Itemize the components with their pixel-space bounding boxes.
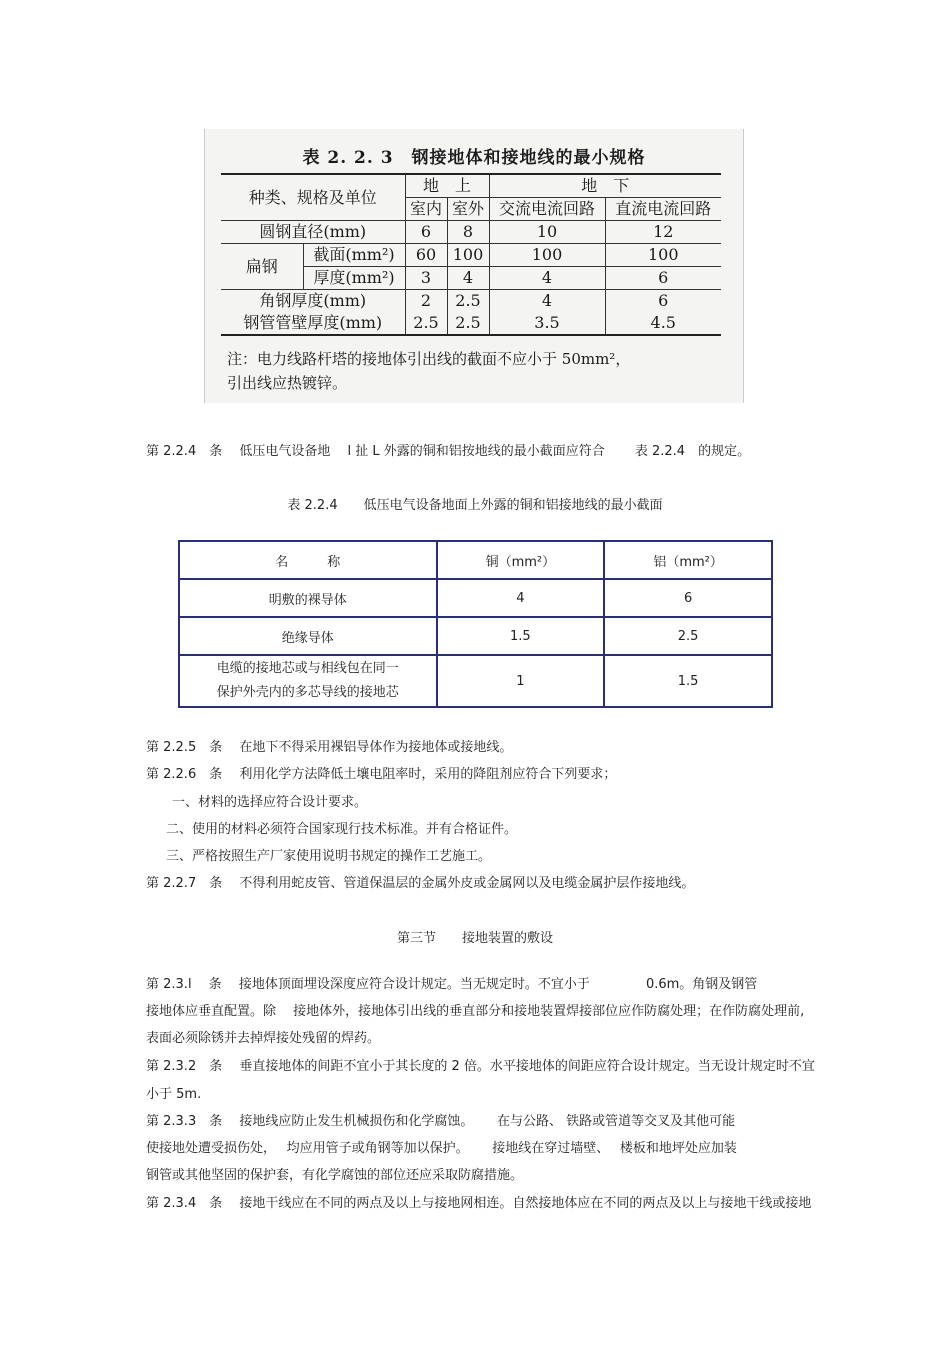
clause-2-3-1-line-3: 表面必须除锈并去掉焊接处残留的焊药。 (146, 1031, 381, 1046)
scan-table-note (227, 347, 630, 395)
clause-2-3-3-line-3: 钢管或其他坚固的保护套，有化学腐蚀的部位还应采取防腐措施。 (146, 1168, 524, 1183)
clause-2-2-5: 第 2.2.5 条 在地下不得采用裸铝导体作为接地体或接地线。 (146, 740, 513, 755)
note-line-2: 引出线应热镀锌。 (227, 374, 348, 392)
clause-2-2-6-item-1: 一、材料的选择应符合设计要求。 (172, 795, 368, 810)
row-aluminum: 6 (604, 579, 772, 617)
clause-2-2-6-item-3: 三、严格按照生产厂家使用说明书规定的操作工艺施工。 (166, 849, 492, 864)
clause-2-3-2-line-2: 小于 5m. (146, 1087, 202, 1102)
clause-2-2-6: 第 2.2.6 条 利用化学方法降低土壤电阻率时，采用的降阻剂应符合下列要求； (146, 767, 617, 782)
header-above: 地 上 (405, 174, 489, 198)
header-outdoor: 室外 (447, 198, 489, 221)
cell: 60 (405, 244, 447, 267)
clause-2-3-3-line-1: 第 2.3.3 条 接地线应防止发生机械损伤和化学腐蚀。 在与公路、 铁路或管道等交叉及其他可能 (146, 1114, 736, 1129)
cell: 12 (605, 221, 721, 244)
cell: 6 (605, 290, 721, 313)
row-flat-label: 扁钢 (221, 244, 303, 290)
row-flat-area-label: 截面(mm²) (303, 244, 405, 267)
clause-2-3-2-line-1: 第 2.3.2 条 垂直接地体的间距不宜小于其长度的 2 倍。水平接地体的间距应符合设计规定。当无设计规定时不宜 (146, 1059, 815, 1074)
scanned-table-image (204, 129, 744, 403)
cell: 2 (405, 290, 447, 313)
header-ac: 交流电流回路 (489, 198, 605, 221)
row-name: 绝缘导体 (179, 617, 437, 655)
header-aluminum: 铝（mm²） (604, 541, 772, 579)
clause-2-3-3-line-2: 使接地处遭受损伤处， 均应用管子或角钢等加以保护。 接地线在穿过墙壁、 楼板和地坪处应加装 (146, 1141, 737, 1156)
header-indoor: 室内 (405, 198, 447, 221)
clause-2-2-6-item-2: 二、使用的材料必须符合国家现行技术标准。并有合格证件。 (166, 822, 518, 837)
cell: 100 (489, 244, 605, 267)
section-heading: 第三节 接地装置的敷设 (396, 931, 553, 946)
steel-grounding-spec-table (221, 173, 721, 336)
header-name: 名 称 (179, 541, 437, 579)
cell: 3.5 (489, 312, 605, 335)
clause-2-3-1-line-1: 第 2.3.l 条 接地体顶面埋设深度应符合设计规定。当无规定时。不宜小于 0.6m。角钢及钢管 (146, 977, 758, 992)
cell: 4 (489, 290, 605, 313)
header-dc: 直流电流回路 (605, 198, 721, 221)
row-round-label: 圆钢直径(mm) (221, 221, 405, 244)
cell: 6 (405, 221, 447, 244)
clause-2-3-4: 第 2.3.4 条 接地干线应在不同的两点及以上与接地网相连。自然接地体应在不同的两点及以上与接地干线或接地 (146, 1196, 812, 1211)
table-2-2-4-caption: 表 2.2.4 低压电气设备地面上外露的铜和铝接地线的最小截面 (287, 498, 663, 513)
row-name: 明敷的裸导体 (179, 579, 437, 617)
clause-2-2-7: 第 2.2.7 条 不得利用蛇皮管、管道保温层的金属外皮或金属网以及电缆金属护层作接地线。 (146, 876, 695, 891)
row-angle-label: 角钢厚度(mm) (221, 290, 405, 313)
row-flat-thick-label: 厚度(mm²) (303, 267, 405, 290)
row-pipe-label: 钢管管壁厚度(mm) (221, 312, 405, 335)
cell: 4.5 (605, 312, 721, 335)
cell: 3 (405, 267, 447, 290)
cell: 6 (605, 267, 721, 290)
header-copper: 铜（mm²） (437, 541, 605, 579)
header-category: 种类、规格及单位 (221, 174, 405, 221)
header-below: 地 下 (489, 174, 721, 198)
row-name-line-2: 保护外壳内的多芯导线的接地芯 (216, 685, 399, 700)
scan-table-caption: 表 2. 2. 3 钢接地体和接地线的最小规格 (302, 148, 646, 168)
row-copper: 1.5 (437, 617, 605, 655)
cell: 4 (447, 267, 489, 290)
cell: 100 (447, 244, 489, 267)
clause-2-3-1-line-2: 接地体应垂直配置。除 接地体外，接地体引出线的垂直部分和接地装置焊接部位应作防腐处理；在作防腐处理前, (146, 1004, 805, 1019)
row-copper: 1 (437, 655, 605, 707)
copper-aluminum-grounding-table (178, 540, 773, 708)
row-name-line-1: 电缆的接地芯或与相线包在同一 (216, 661, 399, 676)
cell: 4 (489, 267, 605, 290)
cell: 10 (489, 221, 605, 244)
cell: 100 (605, 244, 721, 267)
cell: 2.5 (405, 312, 447, 335)
cell: 8 (447, 221, 489, 244)
clause-2-2-4: 第 2.2.4 条 低压电气设备地 l 扯 L 外露的铜和铝按地线的最小截面应符合 表 2.2.4 的规定。 (146, 444, 751, 459)
cell: 2.5 (447, 312, 489, 335)
row-copper: 4 (437, 579, 605, 617)
row-aluminum: 2.5 (604, 617, 772, 655)
note-line-1: 注：电力线路杆塔的接地体引出线的截面不应小于 50mm²， (227, 350, 631, 368)
row-aluminum: 1.5 (604, 655, 772, 707)
cell: 2.5 (447, 290, 489, 313)
row-name-multiline (179, 655, 437, 707)
